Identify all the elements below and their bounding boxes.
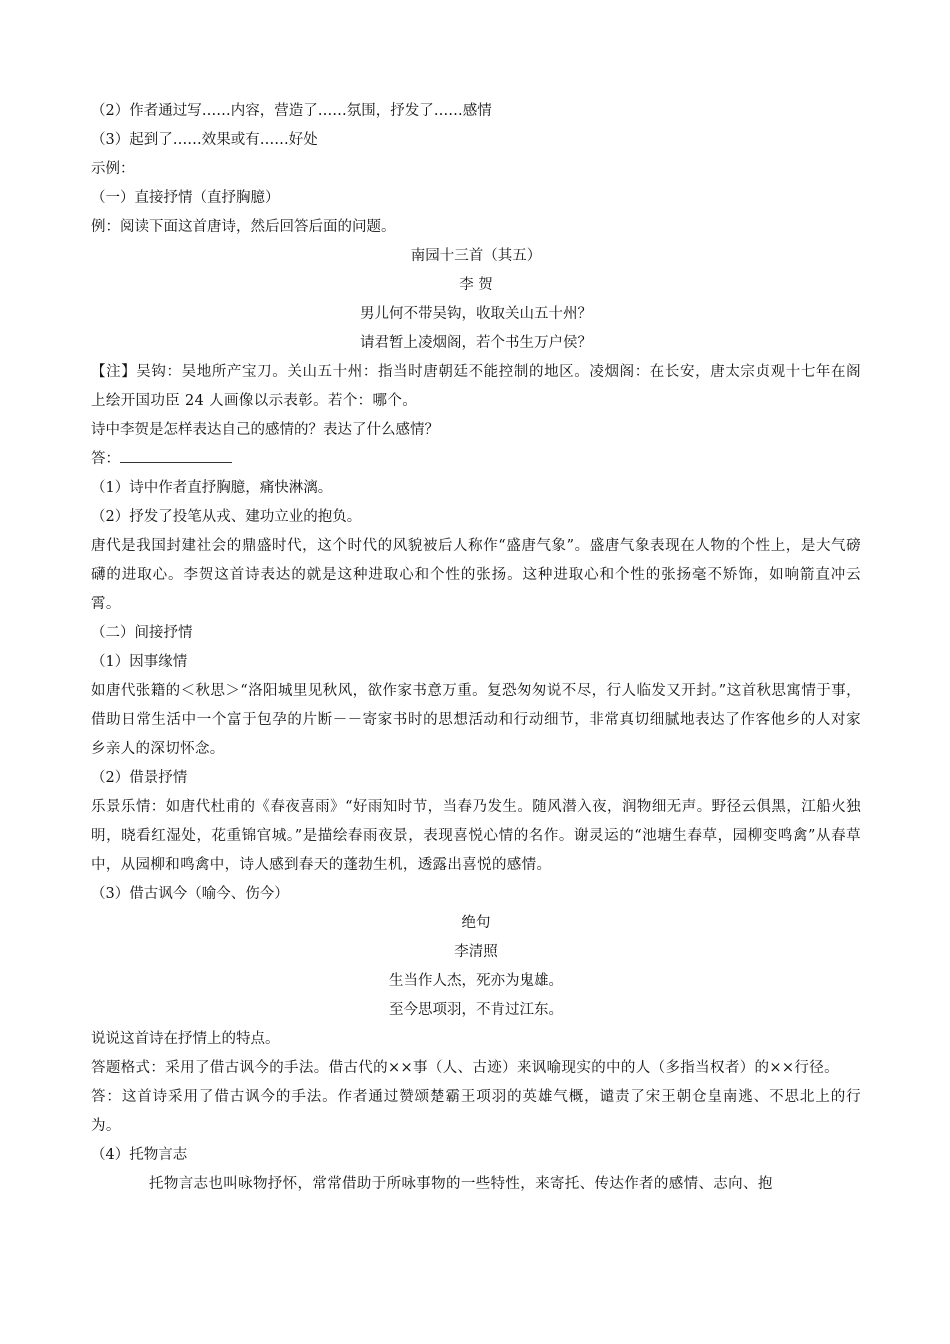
section-direct-lyric: （一）直接抒情（直抒胸臆） (91, 190, 280, 206)
method-step-2: （2）作者通过写……内容，营造了……氛围，抒发了……感情 (91, 103, 492, 119)
section-indirect-lyric: （二）间接抒情 (91, 625, 193, 641)
poem2-author: 李清照 (454, 944, 498, 960)
subsection-objects-paragraph: 托物言志也叫咏物抒怀，常常借助于所咏事物的一些特性，来寄托、传达作者的感情、志向、抱 (149, 1176, 773, 1192)
subsection-events: （1）因事缘情 (91, 654, 188, 670)
poem2-line-2: 至今思项羽，不肯过江东。 (389, 1002, 563, 1018)
poem1-note: 【注】吴钩：吴地所产宝刀。关山五十州：指当时唐朝廷不能控制的地区。凌烟阁：在长安，唐太宗贞观十七年在阁上绘开国功臣 24 人画像以示表彰。若个：哪个。 (91, 364, 861, 409)
answer-line (91, 445, 861, 474)
poem1-line-1: 男儿何不带吴钩，收取关山五十州？ (360, 306, 592, 322)
answer-point-1: （1）诗中作者直抒胸臆，痛快淋漓。 (91, 480, 333, 496)
subsection-objects: （4）托物言志 (91, 1147, 188, 1163)
poem2-title: 绝句 (461, 915, 491, 931)
answer-blank (120, 448, 232, 463)
answer-2-paragraph: 答：这首诗采用了借古讽今的手法。作者通过赞颂楚霸王项羽的英雄气概，谴责了宋王朝仓皇南逃、不思北上的行为。 (91, 1089, 861, 1134)
poem2-line-1: 生当作人杰，死亦为鬼雄。 (389, 973, 563, 989)
document-page (91, 97, 861, 1199)
subsection-scenery: （2）借景抒情 (91, 770, 188, 786)
tang-paragraph: 唐代是我国封建社会的鼎盛时代，这个时代的风貌被后人称作“盛唐气象”。盛唐气象表现在人物的个性上，是大气磅礴的进取心。李贺这首诗表达的就是这种进取心和个性的张扬。这种进取心和个性的张扬毫不矫饰，如响箭直冲云霄。 (91, 538, 861, 612)
subsection-events-paragraph: 如唐代张籍的＜秋思＞“洛阳城里见秋风，欲作家书意万重。复恐匆匆说不尽，行人临发又开封。”这首秋思寓情于事，借助日常生活中一个富于包孕的片断－－寄家书时的思想活动和行动细节，非常真切细腻地表达了作客他乡的人对家乡亲人的深切怀念。 (91, 683, 861, 757)
subsection-ancient: （3）借古讽今（喻今、伤今） (91, 886, 289, 902)
answer-point-2: （2）抒发了投笔从戎、建功立业的抱负。 (91, 509, 362, 525)
poem1-author: 李 贺 (459, 277, 493, 293)
question-2: 说说这首诗在抒情上的特点。 (91, 1031, 280, 1047)
subsection-scenery-paragraph: 乐景乐情：如唐代杜甫的《春夜喜雨》“好雨知时节，当春乃发生。随风潜入夜，润物细无声。野径云俱黑，江船火独明，晓看红湿处，花重锦官城。”是描绘春雨夜景，表现喜悦心情的名作。谢灵运的“池塘生春草，园柳变鸣禽”从春草中，从园柳和鸣禽中，诗人感到春天的蓬勃生机，透露出喜悦的感情。 (91, 799, 861, 873)
poem1-line-2: 请君暂上凌烟阁，若个书生万户侯？ (360, 335, 592, 351)
example-label: 示例： (91, 161, 135, 177)
answer-format-paragraph: 答题格式：采用了借古讽今的手法。借古代的××事（人、古迹）来讽喻现实的中的人（多指当权者）的××行径。 (91, 1060, 839, 1076)
method-step-3: （3）起到了……效果或有……好处 (91, 132, 318, 148)
answer-label: 答： (91, 451, 120, 467)
question-1: 诗中李贺是怎样表达自己的感情的？表达了什么感情？ (91, 422, 439, 438)
poem1-title: 南园十三首（其五） (410, 248, 542, 264)
example-prompt: 例：阅读下面这首唐诗，然后回答后面的问题。 (91, 219, 396, 235)
